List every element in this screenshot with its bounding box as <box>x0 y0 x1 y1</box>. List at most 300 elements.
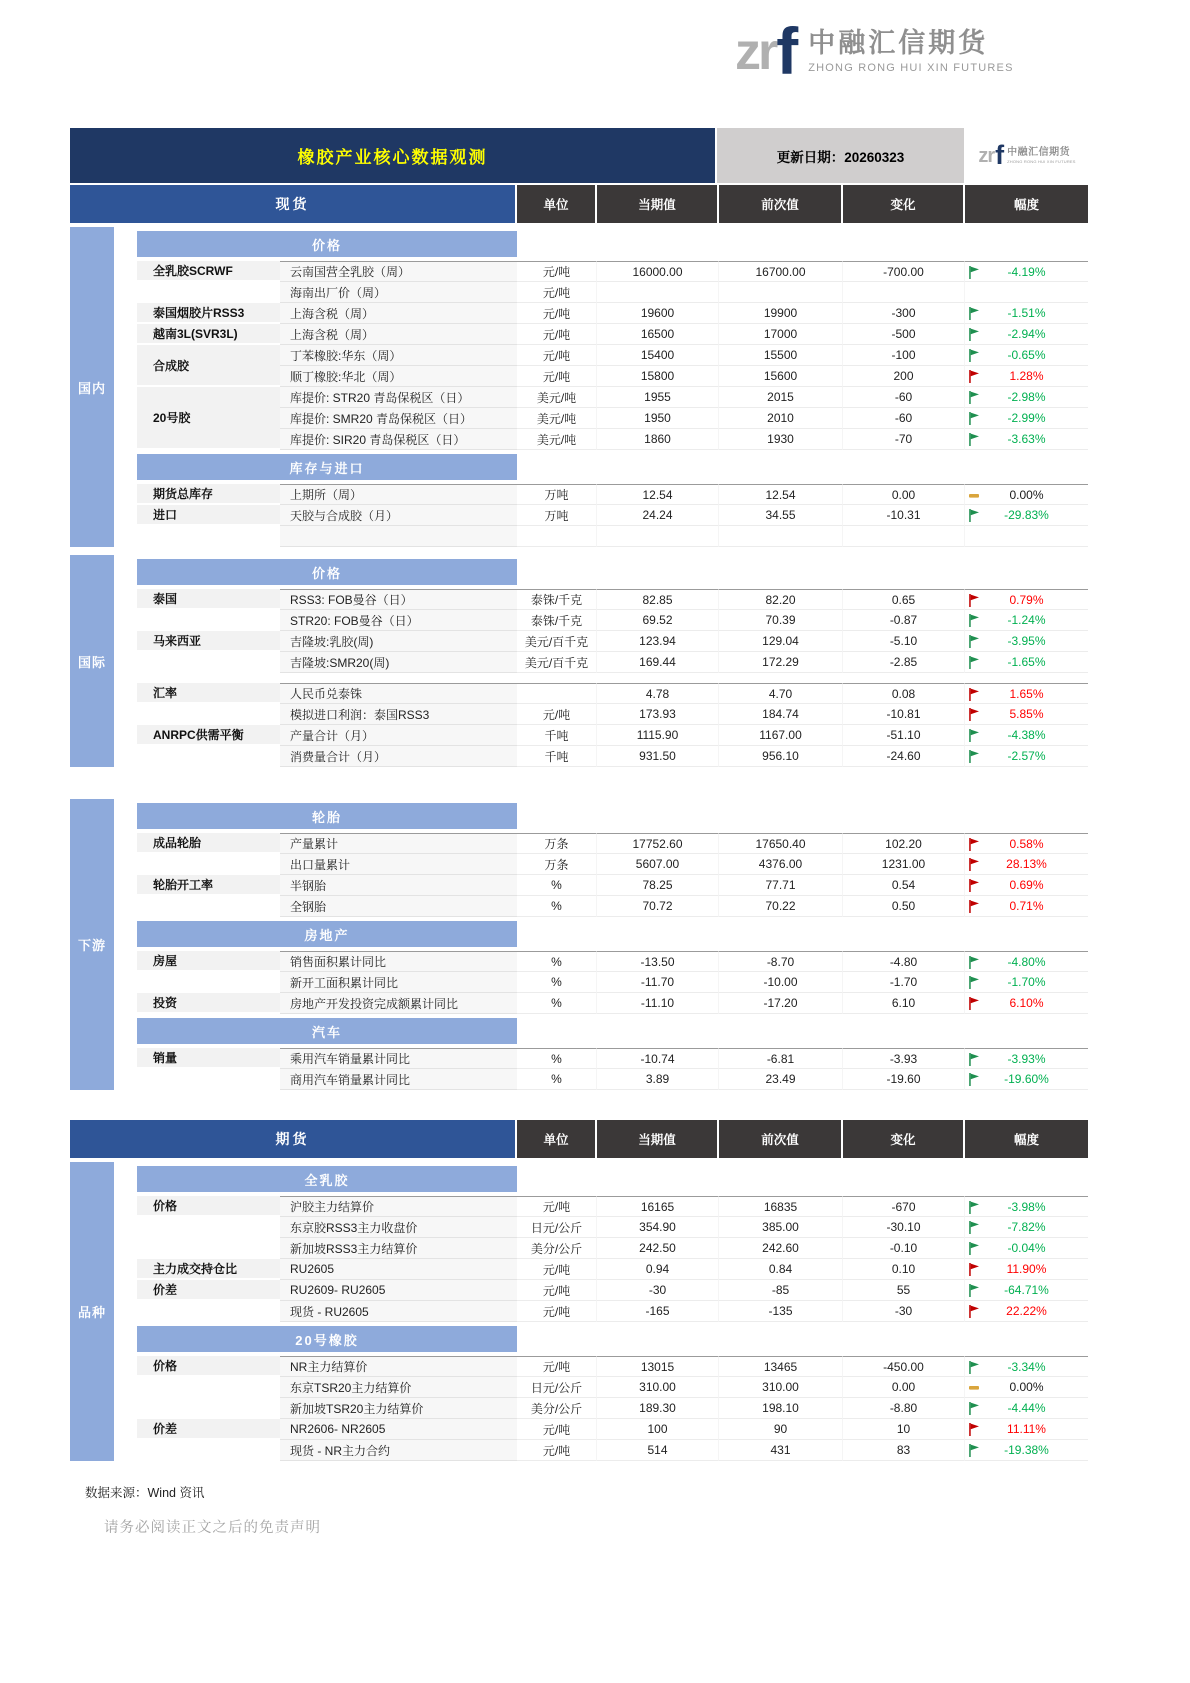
previous-value-cell: 15500 <box>719 345 843 366</box>
spacer <box>70 767 1088 795</box>
pct-cell <box>965 972 1088 993</box>
category-cell <box>137 746 280 767</box>
indicator-cell: 顺丁橡胶:华北（周） <box>280 366 517 387</box>
column-header-row <box>70 1120 1088 1158</box>
band <box>70 1162 1088 1461</box>
group-rows <box>280 875 1088 896</box>
group-rows <box>280 1259 1088 1280</box>
pct-cell <box>965 1377 1088 1398</box>
group-rows <box>280 951 1088 972</box>
table-group <box>137 505 1088 526</box>
unit-cell: % <box>517 993 597 1014</box>
flag-down-icon <box>968 509 980 522</box>
rail-label: 国际 <box>70 555 114 767</box>
pct-value: 0.58% <box>1009 836 1044 851</box>
indicator-cell: 云南国营全乳胶（周） <box>280 261 517 282</box>
pct-cell <box>965 387 1088 408</box>
table-group <box>137 303 1088 324</box>
previous-value-cell: 385.00 <box>719 1217 843 1238</box>
unit-cell: 万条 <box>517 854 597 875</box>
group-rows <box>280 484 1088 505</box>
column-header-unit: 单位 <box>517 185 595 223</box>
category-cell <box>137 1217 280 1238</box>
band-body <box>137 227 1088 547</box>
table-group <box>137 261 1088 282</box>
change-value-cell <box>843 526 965 547</box>
band <box>70 227 1088 547</box>
pct-value: -0.04% <box>1007 1241 1046 1255</box>
change-value-cell: -0.87 <box>843 610 965 631</box>
pct-cell <box>965 589 1088 610</box>
flag-up-icon <box>968 370 980 383</box>
table-group <box>137 704 1088 725</box>
indicator-cell: 出口量累计 <box>280 854 517 875</box>
indicator-cell: 沪胶主力结算价 <box>280 1196 517 1217</box>
previous-value-cell: 184.74 <box>719 704 843 725</box>
group-rows <box>280 1196 1088 1217</box>
previous-value-cell: 1930 <box>719 429 843 450</box>
table-row <box>280 854 1088 875</box>
table-row <box>280 610 1088 631</box>
unit-cell: 美分/公斤 <box>517 1398 597 1419</box>
previous-value-cell: -135 <box>719 1301 843 1322</box>
pct-cell <box>965 484 1088 505</box>
change-value-cell: 0.65 <box>843 589 965 610</box>
current-value-cell: -165 <box>597 1301 719 1322</box>
indicator-cell: 天胶与合成胶（月） <box>280 505 517 526</box>
unit-cell: 美元/吨 <box>517 387 597 408</box>
table-row <box>280 1280 1088 1301</box>
flag-up-icon <box>968 1263 980 1276</box>
table-row <box>280 387 1088 408</box>
current-value-cell: 12.54 <box>597 484 719 505</box>
flag-down-icon <box>968 635 980 648</box>
table-group <box>137 324 1088 345</box>
category-cell: 成品轮胎 <box>137 833 280 854</box>
table-row <box>280 1398 1088 1419</box>
pct-value: -4.80% <box>1007 954 1046 969</box>
table-row <box>280 833 1088 854</box>
indicator-cell: 库提价: STR20 青岛保税区（日） <box>280 387 517 408</box>
pct-cell <box>965 282 1088 303</box>
current-value-cell: 78.25 <box>597 875 719 896</box>
pct-cell <box>965 1259 1088 1280</box>
table-group <box>137 1398 1088 1419</box>
section-header: 20号橡胶 <box>137 1326 517 1352</box>
unit-cell: % <box>517 875 597 896</box>
table-group <box>137 972 1088 993</box>
table-group-title: 现货 <box>70 185 515 223</box>
column-header-chg: 变化 <box>843 185 963 223</box>
pct-value: -7.82% <box>1007 1220 1046 1234</box>
section-header: 房地产 <box>137 921 517 947</box>
pct-value: 5.85% <box>1009 707 1044 721</box>
current-value-cell: 4.78 <box>597 683 719 704</box>
change-value-cell: 83 <box>843 1440 965 1461</box>
change-value-cell: 6.10 <box>843 993 965 1014</box>
unit-cell: % <box>517 951 597 972</box>
current-value-cell: 123.94 <box>597 631 719 652</box>
table-row <box>280 1217 1088 1238</box>
indicator-cell: RU2605 <box>280 1259 517 1280</box>
unit-cell: 美分/公斤 <box>517 1238 597 1259</box>
indicator-cell: 上期所（周） <box>280 484 517 505</box>
category-cell: 泰国 <box>137 589 280 610</box>
indicator-cell: 消费量合计（月） <box>280 746 517 767</box>
column-header-cur: 当期值 <box>597 185 717 223</box>
rail-label: 下游 <box>70 799 114 1090</box>
previous-value-cell: 90 <box>719 1419 843 1440</box>
current-value-cell: 514 <box>597 1440 719 1461</box>
table-group <box>137 387 1088 450</box>
pct-value: 0.00% <box>1009 1380 1044 1394</box>
change-value-cell: -70 <box>843 429 965 450</box>
pct-value: -3.93% <box>1007 1051 1046 1066</box>
previous-value-cell: -10.00 <box>719 972 843 993</box>
previous-value-cell: 242.60 <box>719 1238 843 1259</box>
unit-cell: 美元/吨 <box>517 429 597 450</box>
current-value-cell: 69.52 <box>597 610 719 631</box>
change-value-cell <box>843 282 965 303</box>
category-cell: 投资 <box>137 993 280 1014</box>
flag-flat-icon <box>968 489 980 502</box>
table-group <box>137 1301 1088 1322</box>
rail-label: 国内 <box>70 227 114 547</box>
unit-cell: % <box>517 1048 597 1069</box>
pct-value: -2.94% <box>1007 327 1046 341</box>
current-value-cell <box>597 282 719 303</box>
pct-cell <box>965 854 1088 875</box>
spacer <box>137 673 1088 683</box>
change-value-cell: -60 <box>843 387 965 408</box>
table-row <box>280 704 1088 725</box>
group-rows <box>280 526 1088 547</box>
pct-cell <box>965 683 1088 704</box>
table-group <box>137 610 1088 631</box>
unit-cell: 日元/公斤 <box>517 1217 597 1238</box>
pct-value: -1.65% <box>1007 655 1046 669</box>
table-row <box>280 429 1088 450</box>
unit-cell: 日元/公斤 <box>517 1377 597 1398</box>
indicator-cell: 库提价: SIR20 青岛保税区（日） <box>280 429 517 450</box>
current-value-cell: 82.85 <box>597 589 719 610</box>
unit-cell: 元/吨 <box>517 1259 597 1280</box>
indicator-cell: 新开工面积累计同比 <box>280 972 517 993</box>
pct-cell <box>965 875 1088 896</box>
current-value-cell: 1115.90 <box>597 725 719 746</box>
category-cell <box>137 1301 280 1322</box>
band-body <box>137 799 1088 1090</box>
mini-logo-names <box>1007 147 1076 164</box>
indicator-cell: 商用汽车销量累计同比 <box>280 1069 517 1090</box>
section-header: 价格 <box>137 559 517 585</box>
current-value-cell: 1860 <box>597 429 719 450</box>
pct-cell <box>965 631 1088 652</box>
unit-cell: 元/吨 <box>517 303 597 324</box>
previous-value-cell: 16700.00 <box>719 261 843 282</box>
flag-up-icon <box>968 858 980 871</box>
table-row <box>280 1301 1088 1322</box>
table-group <box>137 652 1088 673</box>
pct-cell <box>965 366 1088 387</box>
pct-value: 0.71% <box>1009 899 1044 913</box>
table-row <box>280 1238 1088 1259</box>
flag-down-icon <box>968 956 980 969</box>
table-group <box>137 484 1088 505</box>
pct-cell <box>965 1419 1088 1440</box>
flag-down-icon <box>968 1361 980 1374</box>
category-cell: 20号胶 <box>137 387 280 450</box>
table-group-title: 期货 <box>70 1120 515 1158</box>
group-rows <box>280 1419 1088 1440</box>
pct-value: -1.70% <box>1007 975 1046 989</box>
column-header-cur: 当期值 <box>597 1120 717 1158</box>
category-cell: 汇率 <box>137 683 280 704</box>
current-value-cell: 24.24 <box>597 505 719 526</box>
pct-value: -1.51% <box>1007 306 1046 320</box>
current-value-cell: 242.50 <box>597 1238 719 1259</box>
flag-down-icon <box>968 614 980 627</box>
current-value-cell: -13.50 <box>597 951 719 972</box>
unit-cell: 元/吨 <box>517 1440 597 1461</box>
previous-value-cell: 431 <box>719 1440 843 1461</box>
spacer <box>70 547 1088 551</box>
current-value-cell: 15800 <box>597 366 719 387</box>
previous-value-cell: 70.22 <box>719 896 843 917</box>
pct-value: -64.71% <box>1004 1283 1049 1297</box>
category-cell: 进口 <box>137 505 280 526</box>
previous-value-cell: 19900 <box>719 303 843 324</box>
previous-value-cell: 12.54 <box>719 484 843 505</box>
current-value-cell: 3.89 <box>597 1069 719 1090</box>
table-row <box>280 303 1088 324</box>
indicator-cell: RU2609- RU2605 <box>280 1280 517 1301</box>
unit-cell: 元/吨 <box>517 1356 597 1377</box>
group-rows <box>280 261 1088 282</box>
flag-down-icon <box>968 750 980 763</box>
table-group <box>137 1259 1088 1280</box>
pct-cell <box>965 1280 1088 1301</box>
pct-value: -3.95% <box>1007 634 1046 648</box>
pct-cell <box>965 833 1088 854</box>
table-group <box>137 1196 1088 1217</box>
change-value-cell: -5.10 <box>843 631 965 652</box>
indicator-cell: 人民币兑泰铢 <box>280 683 517 704</box>
flag-down-icon <box>968 266 980 279</box>
indicator-cell: 吉隆坡:SMR20(周) <box>280 652 517 673</box>
change-value-cell: -2.85 <box>843 652 965 673</box>
table-row <box>280 725 1088 746</box>
pct-value: 6.10% <box>1009 996 1044 1010</box>
pct-cell <box>965 261 1088 282</box>
pct-value: -2.57% <box>1007 749 1046 763</box>
pct-cell <box>965 610 1088 631</box>
group-rows <box>280 833 1088 854</box>
previous-value-cell: 70.39 <box>719 610 843 631</box>
change-value-cell: -1.70 <box>843 972 965 993</box>
indicator-cell: 产量合计（月） <box>280 725 517 746</box>
current-value-cell: -10.74 <box>597 1048 719 1069</box>
indicator-cell: 现货 - NR主力合约 <box>280 1440 517 1461</box>
previous-value-cell: 77.71 <box>719 875 843 896</box>
flag-down-icon <box>968 976 980 989</box>
indicator-cell: 半钢胎 <box>280 875 517 896</box>
unit-cell: 泰铢/千克 <box>517 610 597 631</box>
flag-up-icon <box>968 688 980 701</box>
pct-value: 28.13% <box>1006 857 1047 871</box>
column-header-chg: 变化 <box>843 1120 963 1158</box>
column-header-prev: 前次值 <box>719 1120 841 1158</box>
group-rows <box>280 1377 1088 1398</box>
change-value-cell: 10 <box>843 1419 965 1440</box>
group-rows <box>280 854 1088 875</box>
pct-value: 11.11% <box>1007 1422 1046 1436</box>
table-row <box>280 1419 1088 1440</box>
previous-value-cell: 198.10 <box>719 1398 843 1419</box>
table-row <box>280 746 1088 767</box>
current-value-cell: 5607.00 <box>597 854 719 875</box>
change-value-cell: -500 <box>843 324 965 345</box>
current-value-cell: -11.10 <box>597 993 719 1014</box>
indicator-cell <box>280 526 517 547</box>
change-value-cell: -3.93 <box>843 1048 965 1069</box>
table-row <box>280 526 1088 547</box>
pct-cell <box>965 1398 1088 1419</box>
table-group <box>137 833 1088 854</box>
current-value-cell: 16000.00 <box>597 261 719 282</box>
change-value-cell: -670 <box>843 1196 965 1217</box>
indicator-cell: RSS3: FOB曼谷（日） <box>280 589 517 610</box>
unit-cell <box>517 526 597 547</box>
category-cell <box>137 610 280 631</box>
previous-value-cell: 956.10 <box>719 746 843 767</box>
category-cell: 泰国烟胶片RSS3 <box>137 303 280 324</box>
table-group <box>137 896 1088 917</box>
flag-down-icon <box>968 729 980 742</box>
category-cell <box>137 704 280 725</box>
indicator-cell: 销售面积累计同比 <box>280 951 517 972</box>
pct-cell <box>965 408 1088 429</box>
table-row <box>280 1440 1088 1461</box>
indicator-cell: 模拟进口利润：泰国RSS3 <box>280 704 517 725</box>
pct-value: -4.19% <box>1007 264 1046 279</box>
flag-flat-icon <box>968 1381 980 1394</box>
band-body <box>137 1162 1088 1461</box>
table-row <box>280 875 1088 896</box>
table-group <box>137 1280 1088 1301</box>
flag-down-icon <box>968 656 980 669</box>
pct-value: -3.34% <box>1007 1359 1046 1374</box>
title-mini-logo <box>966 128 1088 183</box>
current-value-cell: 931.50 <box>597 746 719 767</box>
table-row <box>280 1069 1088 1090</box>
table-group <box>137 725 1088 746</box>
table-group <box>137 1419 1088 1440</box>
category-cell: 价差 <box>137 1419 280 1440</box>
pct-cell <box>965 951 1088 972</box>
table-row <box>280 589 1088 610</box>
logo-company-name-cn: 中融汇信期货 <box>808 28 989 59</box>
pct-value: -4.38% <box>1007 728 1046 742</box>
category-cell <box>137 1377 280 1398</box>
indicator-cell: 上海含税（周） <box>280 303 517 324</box>
change-value-cell: 0.00 <box>843 1377 965 1398</box>
section-header: 汽车 <box>137 1018 517 1044</box>
flag-down-icon <box>968 1242 980 1255</box>
table-group <box>137 1217 1088 1238</box>
unit-cell: % <box>517 972 597 993</box>
category-cell <box>137 854 280 875</box>
table-group <box>137 875 1088 896</box>
table-group <box>137 951 1088 972</box>
table-group <box>137 1356 1088 1377</box>
unit-cell: 元/吨 <box>517 1196 597 1217</box>
unit-cell: 元/吨 <box>517 704 597 725</box>
previous-value-cell <box>719 526 843 547</box>
change-value-cell: -700.00 <box>843 261 965 282</box>
flag-down-icon <box>968 328 980 341</box>
mini-logo-company-name-cn: 中融汇信期货 <box>1007 147 1071 158</box>
unit-cell: 美元/吨 <box>517 408 597 429</box>
pct-value: -3.63% <box>1007 432 1046 446</box>
table-group <box>137 282 1088 303</box>
table-row <box>280 993 1088 1014</box>
table-group <box>137 526 1088 547</box>
indicator-cell: 乘用汽车销量累计同比 <box>280 1048 517 1069</box>
current-value-cell: 16500 <box>597 324 719 345</box>
column-header-pct: 幅度 <box>965 1120 1088 1158</box>
group-rows <box>280 683 1088 704</box>
table-row <box>280 951 1088 972</box>
pct-value: 1.65% <box>1009 686 1044 701</box>
category-cell <box>137 1238 280 1259</box>
flag-down-icon <box>968 307 980 320</box>
pct-cell <box>965 1048 1088 1069</box>
pct-cell <box>965 1196 1088 1217</box>
table-group <box>137 1440 1088 1461</box>
previous-value-cell: 13465 <box>719 1356 843 1377</box>
report-content <box>70 128 1088 1501</box>
table-row <box>280 261 1088 282</box>
table-group <box>137 589 1088 610</box>
table-row <box>280 505 1088 526</box>
pct-value: 22.22% <box>1006 1304 1047 1318</box>
pct-value: -29.83% <box>1004 508 1049 522</box>
table-group <box>137 1048 1088 1069</box>
group-rows <box>280 1301 1088 1322</box>
pct-value: 11.90% <box>1006 1262 1047 1276</box>
pct-cell <box>965 526 1088 547</box>
pct-cell <box>965 993 1088 1014</box>
flag-down-icon <box>968 391 980 404</box>
indicator-cell: STR20: FOB曼谷（日） <box>280 610 517 631</box>
current-value-cell: 1955 <box>597 387 719 408</box>
section-header: 轮胎 <box>137 803 517 829</box>
indicator-cell: 新加坡RSS3主力结算价 <box>280 1238 517 1259</box>
logo-f-text: f <box>776 14 799 88</box>
category-cell <box>137 972 280 993</box>
previous-value-cell: -17.20 <box>719 993 843 1014</box>
previous-value-cell: -6.81 <box>719 1048 843 1069</box>
table-group <box>137 993 1088 1014</box>
category-cell <box>137 1440 280 1461</box>
change-value-cell: -10.31 <box>843 505 965 526</box>
group-rows <box>280 1069 1088 1090</box>
unit-cell: 元/吨 <box>517 1301 597 1322</box>
table-row <box>280 972 1088 993</box>
band <box>70 555 1088 767</box>
flag-up-icon <box>968 879 980 892</box>
